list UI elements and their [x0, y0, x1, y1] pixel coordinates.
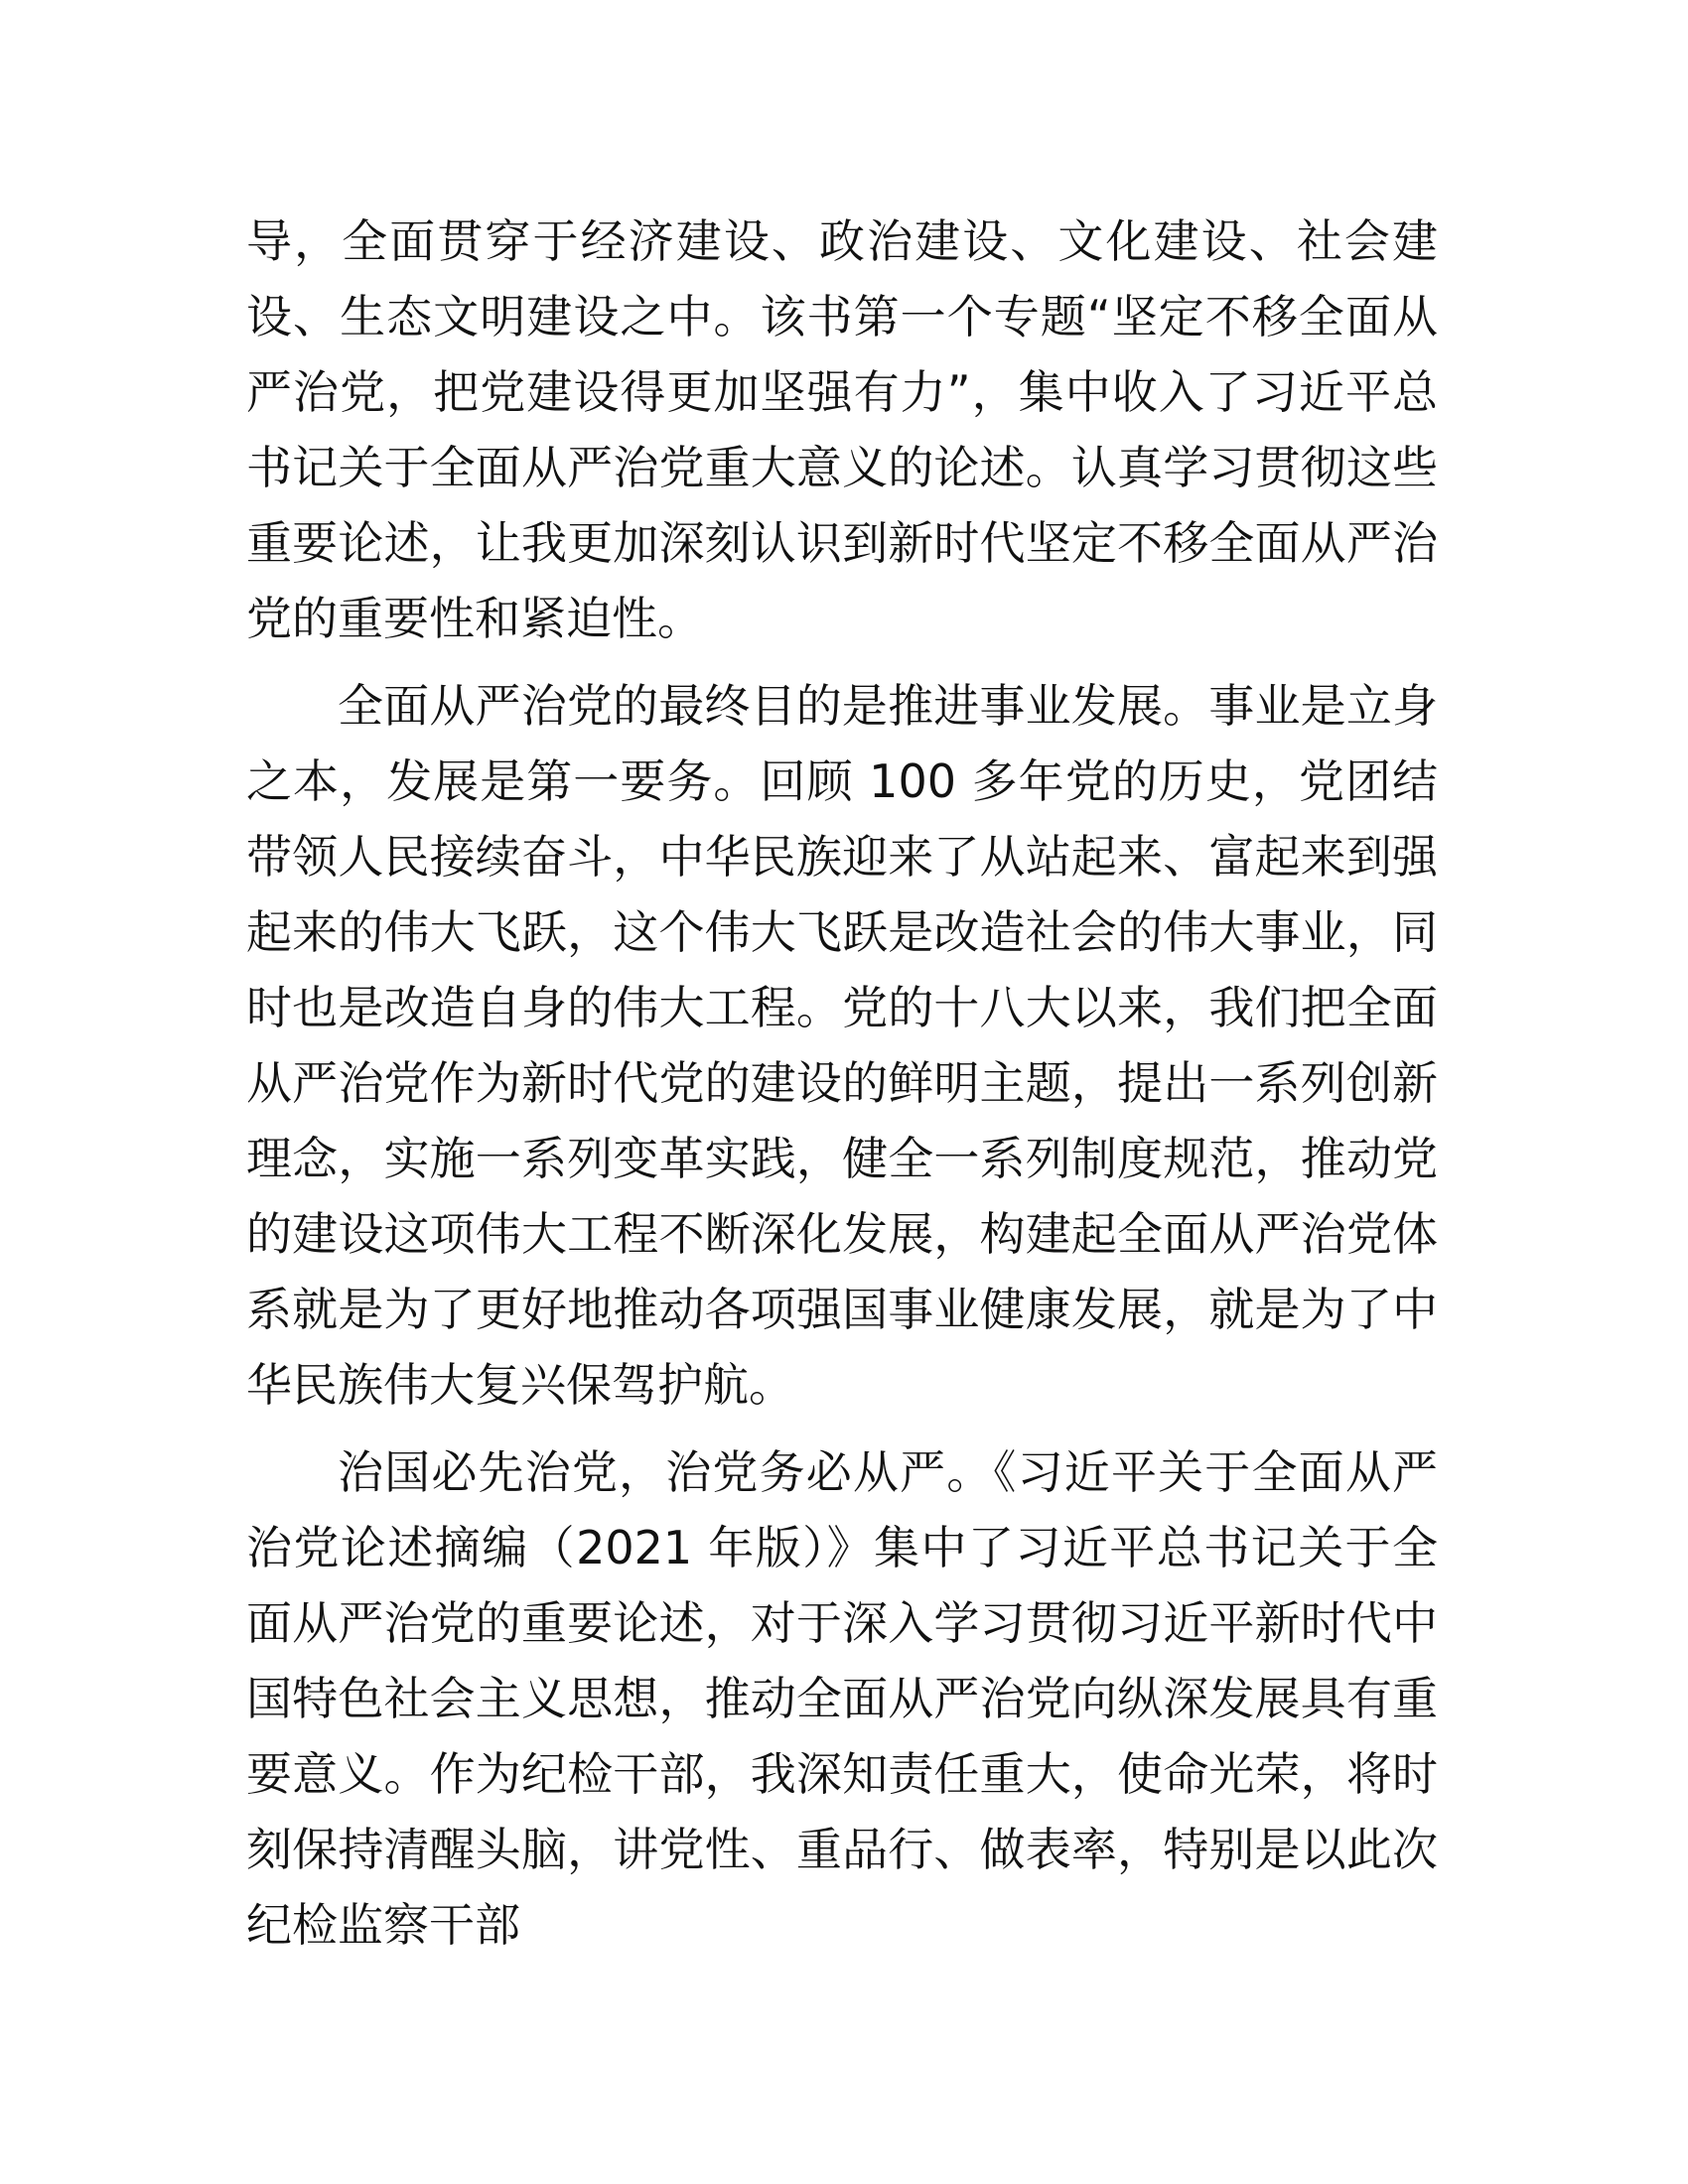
paragraph-3: 治国必先治党，治党务必从严。《习近平关于全面从严治党论述摘编（2021 年版）》集中了习近平总书记关于全面从严治党的重要论述，对于深入学习贯彻习近平新时代中国特色社会主义思想，推动全面从严治党向纵深发展具有重要意义。作为纪检干部，我深知责任重大，使命光荣，将时刻保持清醒头脑，讲党性、重品行、做表率，特别是以此次纪检监察干部: [246, 1445, 1438, 1952]
document-body: [246, 204, 1438, 1975]
paragraph-1: 导，全面贯穿于经济建设、政治建设、文化建设、社会建设、生态文明建设之中。该书第一个专题“坚定不移全面从严治党，把党建设得更加坚强有力”，集中收入了习近平总书记关于全面从严治党重大意义的论述。认真学习贯彻这些重要论述，让我更加深刻认识到新时代坚定不移全面从严治党的重要性和紧迫性。: [246, 214, 1438, 645]
paragraph-2: 全面从严治党的最终目的是推进事业发展。事业是立身之本，发展是第一要务。回顾 100 多年党的历史，党团结带领人民接续奋斗，中华民族迎来了从站起来、富起来到强起来的伟大飞跃，这个伟大飞跃是改造社会的伟大事业，同时也是改造自身的伟大工程。党的十八大以来，我们把全面从严治党作为新时代党的建设的鲜明主题，提出一系列创新理念，实施一系列变革实践，健全一系列制度规范，推动党的建设这项伟大工程不断深化发展，构建起全面从严治党体系就是为了更好地推动各项强国事业健康发展，就是为了中华民族伟大复兴保驾护航。: [246, 679, 1438, 1412]
